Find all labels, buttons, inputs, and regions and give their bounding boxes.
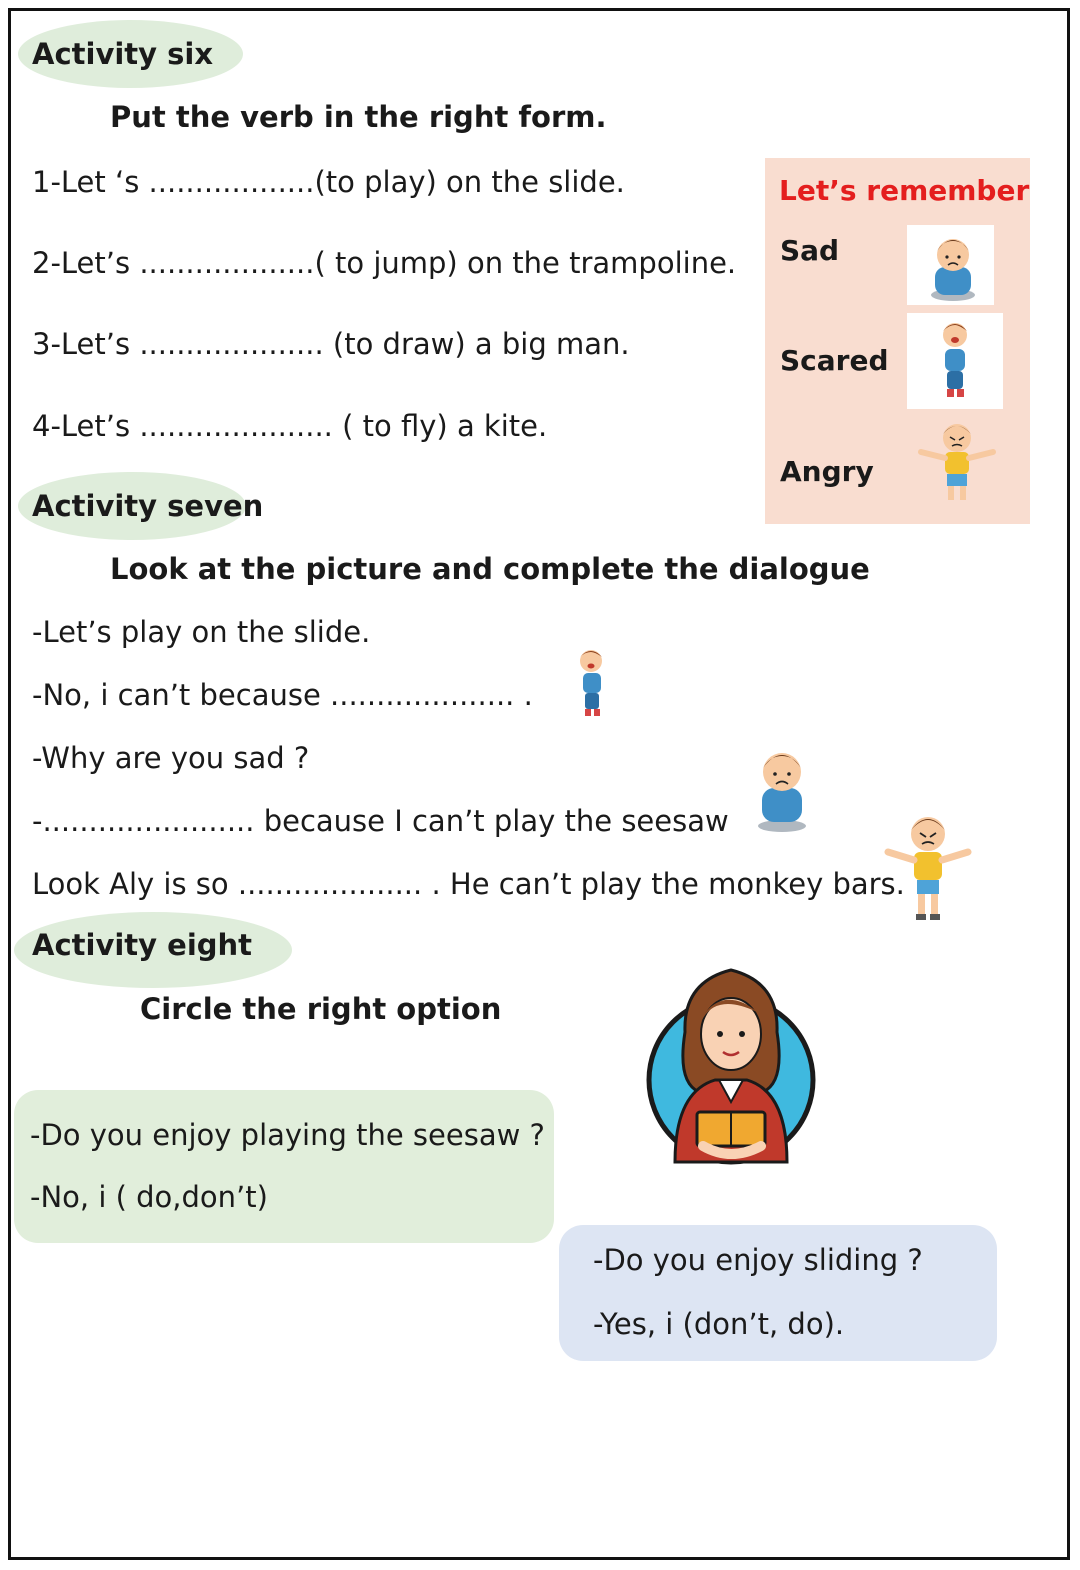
dialogue-bubble-green bbox=[14, 1090, 554, 1243]
dialogue-line: -No, i can’t because .................... . bbox=[32, 678, 533, 712]
dialogue-line: -....................... because I can’t play the seesaw bbox=[32, 804, 729, 838]
dialogue-bubble-blue bbox=[559, 1225, 997, 1361]
sad-boy-icon bbox=[907, 225, 994, 305]
activity-six-heading: Activity six bbox=[32, 37, 214, 71]
lets-remember-title: Let’s remember bbox=[779, 174, 1030, 207]
exercise-item: 1-Let ‘s ..................(to play) on the slide. bbox=[32, 165, 625, 199]
scared-boy-icon bbox=[563, 645, 623, 720]
activity-six-instruction: Put the verb in the right form. bbox=[110, 100, 607, 134]
exercise-item: 3-Let’s .................... (to draw) a big man. bbox=[32, 327, 630, 361]
bubble-question: -Do you enjoy sliding ? bbox=[593, 1243, 923, 1277]
activity-seven-instruction: Look at the picture and complete the dialogue bbox=[110, 552, 870, 586]
bubble-answer-options[interactable]: -No, i ( do,don’t) bbox=[30, 1180, 268, 1214]
dialogue-line: -Why are you sad ? bbox=[32, 741, 310, 775]
activity-eight-instruction: Circle the right option bbox=[140, 992, 502, 1026]
emotion-word-scared: Scared bbox=[780, 344, 889, 377]
lets-remember-panel bbox=[765, 158, 1030, 524]
activity-eight-heading: Activity eight bbox=[32, 928, 253, 962]
angry-boy-icon bbox=[880, 808, 976, 926]
exercise-item: 2-Let’s ...................( to jump) on the trampoline. bbox=[32, 246, 737, 280]
exercise-item: 4-Let’s ..................... ( to fly) a kite. bbox=[32, 409, 548, 443]
sad-boy-icon bbox=[748, 742, 814, 834]
emotion-word-angry: Angry bbox=[780, 455, 874, 488]
dialogue-line: -Let’s play on the slide. bbox=[32, 615, 371, 649]
scared-boy-icon bbox=[907, 313, 1003, 409]
teacher-with-book-icon bbox=[645, 962, 817, 1184]
angry-boy-icon bbox=[907, 416, 1005, 508]
bubble-answer-options[interactable]: -Yes, i (don’t, do). bbox=[593, 1307, 845, 1341]
emotion-word-sad: Sad bbox=[780, 234, 840, 267]
bubble-question: -Do you enjoy playing the seesaw ? bbox=[30, 1118, 545, 1152]
activity-seven-heading: Activity seven bbox=[32, 489, 264, 523]
dialogue-line: Look Aly is so .................... . He can’t play the monkey bars. bbox=[32, 867, 905, 901]
